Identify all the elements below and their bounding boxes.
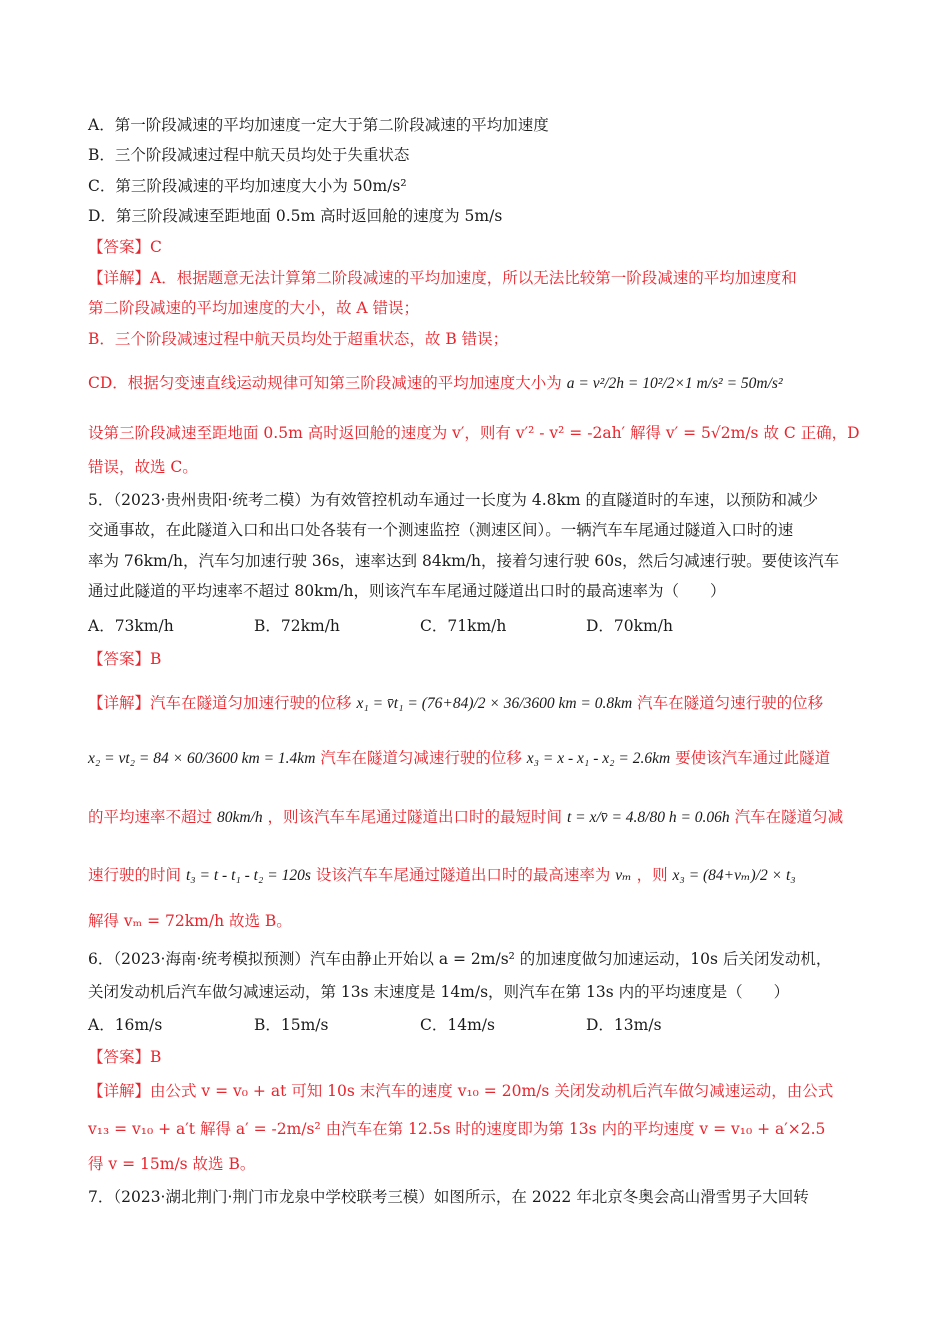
q5-d4-formula2: x₃ = (84+vₘ)/2 × t₃ bbox=[672, 867, 796, 884]
q5-option-a: A．73km/h bbox=[88, 617, 174, 635]
q4-detail-line4 bbox=[88, 372, 862, 395]
q5-d4-text2: 设该汽车车尾通过隧道出口时的最高速率为 bbox=[315, 866, 611, 884]
q5-d3-tail: 汽车在隧道匀减 bbox=[734, 808, 844, 826]
q5-detail-line3 bbox=[88, 806, 862, 829]
q6-detail-line3: 得 v = 15m/s 故选 B。 bbox=[88, 1155, 256, 1173]
q5-d2-tail: 要使该汽车通过此隧道 bbox=[675, 749, 831, 767]
q4-option-c: C．第三阶段减速的平均加速度大小为 50m/s² bbox=[88, 177, 407, 195]
q4-detail4-text: CD．根据匀变速直线运动规律可知第三阶段减速的平均加速度大小为 bbox=[88, 374, 562, 392]
q5-d3-value: 80km/h bbox=[216, 809, 263, 826]
q4-detail-line1: 【详解】A．根据题意无法计算第二阶段减速的平均加速度，所以无法比较第一阶段减速的平均加速度和 bbox=[88, 269, 797, 287]
q6-options bbox=[88, 1014, 862, 1036]
q6-option-d: D．13m/s bbox=[586, 1016, 662, 1034]
q5-answer: 【答案】B bbox=[88, 650, 162, 668]
q7-stem-line1: 7．（2023·湖北荆门·荆门市龙泉中学校联考三模）如图所示，在 2022 年北京冬奥会高山滑雪男子大回转 bbox=[88, 1188, 809, 1206]
q5-d3-formula: t = x/v̄ = 4.8/80 h = 0.06h bbox=[566, 809, 730, 826]
q6-option-a: A．16m/s bbox=[88, 1016, 163, 1034]
q4-option-a: A．第一阶段减速的平均加速度一定大于第二阶段减速的平均加速度 bbox=[88, 116, 549, 134]
q5-d1-text: 【详解】汽车在隧道匀加速行驶的位移 bbox=[88, 694, 352, 712]
q6-answer: 【答案】B bbox=[88, 1048, 162, 1066]
q5-detail-line2 bbox=[88, 747, 862, 770]
q6-stem-line1: 6．（2023·海南·统考模拟预测）汽车由静止开始以 a = 2m/s² 的加速度做匀加速运动，10s 后关闭发动机， bbox=[88, 950, 832, 968]
q4-detail-line2: 第二阶段减速的平均加速度的大小，故 A 错误； bbox=[88, 299, 420, 317]
q4-detail-line3: B．三个阶段减速过程中航天员均处于超重状态，故 B 错误； bbox=[88, 330, 509, 348]
q6-detail-line1: 【详解】由公式 v = v₀ + at 可知 10s 末汽车的速度 v₁₀ = 20m/s 关闭发动机后汽车做匀减速运动，由公式 bbox=[88, 1082, 834, 1100]
q6-detail-line2: v₁₃ = v₁₀ + a′t 解得 a′ = -2m/s² 由汽车在第 12.5s 时的速度即为第 13s 内的平均速度 v = v₁₀ + a′×2.5 bbox=[88, 1120, 826, 1138]
q5-d3-text: 的平均速率不超过 bbox=[88, 808, 213, 826]
q5-option-c: C．71km/h bbox=[420, 617, 507, 635]
q4-detail-line6: 错误，故选 C。 bbox=[88, 458, 198, 476]
q5-d2-formula2: x₃ = x - x₁ - x₂ = 2.6km bbox=[526, 750, 671, 767]
q5-d4-formula: t₃ = t - t₁ - t₂ = 120s bbox=[185, 867, 311, 884]
q6-stem-line2: 关闭发动机后汽车做匀减速运动，第 13s 末速度是 14m/s，则汽车在第 13s 内的平均速度是（ ） bbox=[88, 983, 790, 1001]
q5-option-d: D．70km/h bbox=[586, 617, 673, 635]
q5-options bbox=[88, 615, 862, 637]
q5-d4-var: vₘ bbox=[615, 867, 632, 884]
q5-d2-text: 汽车在隧道匀减速行驶的位移 bbox=[320, 749, 522, 767]
q4-detail4-formula: a = v²/2h = 10²/2×1 m/s² = 50m/s² bbox=[566, 375, 783, 392]
q6-option-c: C．14m/s bbox=[420, 1016, 495, 1034]
q4-answer: 【答案】C bbox=[88, 238, 162, 256]
q5-d4-text3: ，则 bbox=[636, 866, 668, 884]
q5-d1-tail: 汽车在隧道匀速行驶的位移 bbox=[637, 694, 824, 712]
q5-d4-text: 速行驶的时间 bbox=[88, 866, 182, 884]
q4-detail-line5: 设第三阶段减速至距地面 0.5m 高时返回舱的速度为 v′，则有 v′² - v² = -2ah′ 解得 v′ = 5√2m/s 故 C 正确，D bbox=[88, 424, 860, 442]
q5-stem-line4: 通过此隧道的平均速率不超过 80km/h，则该汽车车尾通过隧道出口时的最高速率为（ ） bbox=[88, 582, 726, 600]
q5-stem-line2: 交通事故，在此隧道入口和出口处各装有一个测速监控（测速区间）。一辆汽车车尾通过隧道入口时的速 bbox=[88, 521, 794, 539]
q4-option-d: D．第三阶段减速至距地面 0.5m 高时返回舱的速度为 5m/s bbox=[88, 207, 503, 225]
q5-detail-line5: 解得 vₘ = 72km/h 故选 B。 bbox=[88, 912, 292, 930]
q5-stem-line1: 5．（2023·贵州贵阳·统考二模）为有效管控机动车通过一长度为 4.8km 的直隧道时的车速，以预防和减少 bbox=[88, 491, 819, 509]
q5-detail-line4 bbox=[88, 864, 862, 887]
q4-option-b: B．三个阶段减速过程中航天员均处于失重状态 bbox=[88, 146, 410, 164]
q5-option-b: B．72km/h bbox=[254, 617, 340, 635]
q5-d2-formula: x₂ = vt₂ = 84 × 60/3600 km = 1.4km bbox=[88, 750, 316, 767]
q6-option-b: B．15m/s bbox=[254, 1016, 329, 1034]
q5-d3-text2: ，则该汽车车尾通过隧道出口时的最短时间 bbox=[267, 808, 563, 826]
q5-detail-line1 bbox=[88, 692, 862, 715]
q5-stem-line3: 率为 76km/h，汽车匀加速行驶 36s，速率达到 84km/h，接着匀速行驶 60s，然后匀减速行驶。要使该汽车 bbox=[88, 552, 840, 570]
q5-d1-formula: x₁ = v̄t₁ = (76+84)/2 × 36/3600 km = 0.8km bbox=[356, 695, 633, 712]
